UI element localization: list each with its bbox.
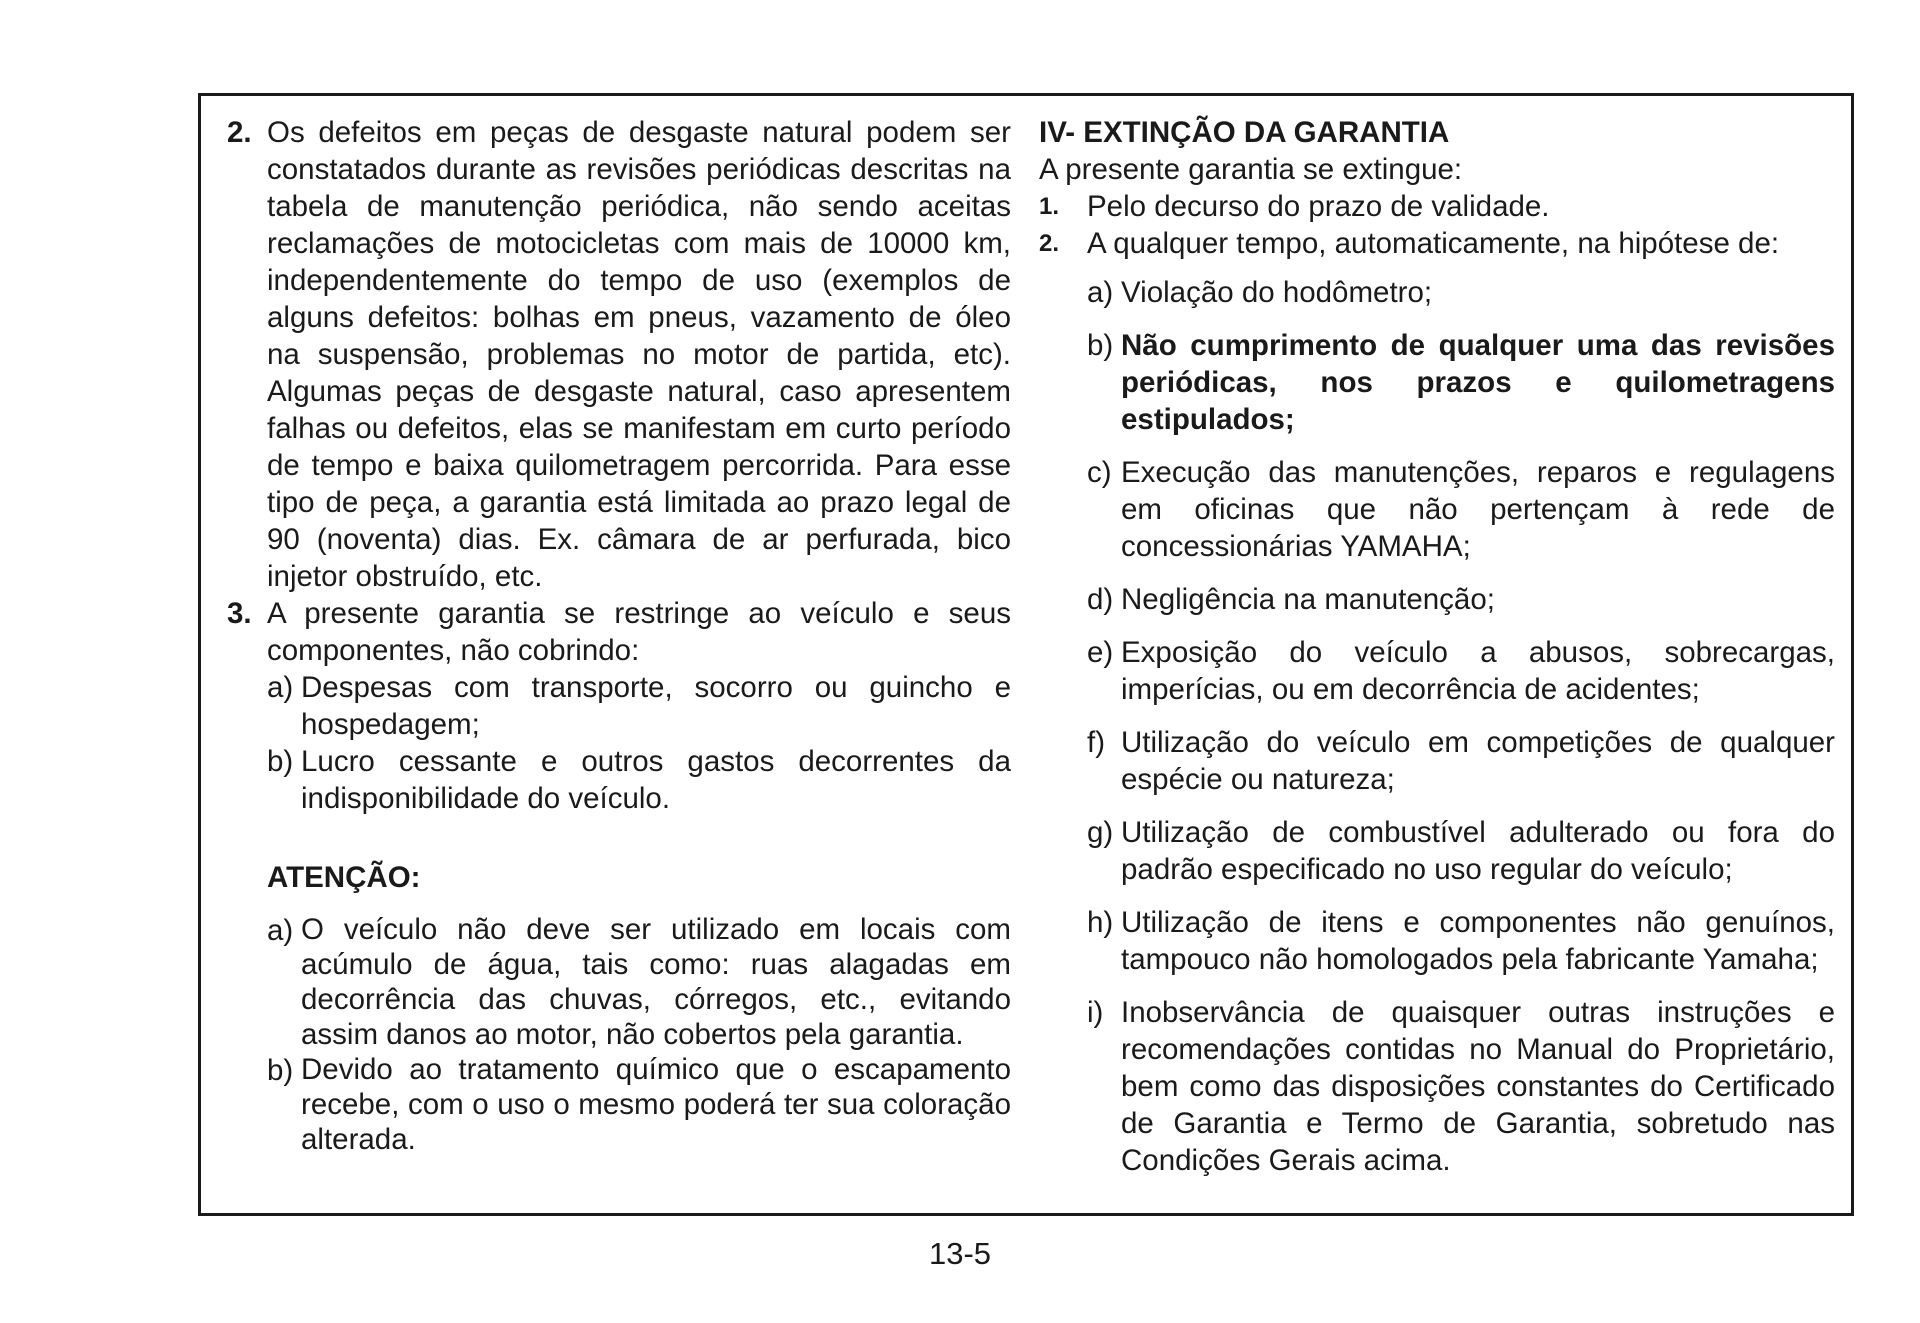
right-column — [1039, 114, 1835, 1179]
attention-heading: ATENÇÃO: — [267, 861, 421, 894]
subitem-text: Exposição do veículo a abusos, sobrecargas, imperícias, ou em decorrência de acidentes; — [1121, 636, 1835, 706]
attention-item-a-water — [267, 912, 1011, 1052]
subitem-text: Execução das manutenções, reparos e regulagens em oficinas que não pertençam à rede de concessionárias YAMAHA; — [1121, 456, 1835, 563]
subitem-text: Utilização do veículo em competições de qualquer espécie ou natureza; — [1121, 726, 1835, 796]
item-number: 3. — [227, 597, 252, 630]
subitem-text: Devido ao tratamento químico que o escapamento recebe, com o uso o mesmo poderá ter sua coloração alterada. — [301, 1053, 1011, 1156]
subitem-h-non-genuine — [1087, 904, 1835, 978]
item-text: A presente garantia se restringe ao veículo e seus componentes, não cobrindo: — [267, 597, 1011, 667]
subitem-letter: g) — [1087, 816, 1114, 849]
section-heading: IV- EXTINÇÃO DA GARANTIA — [1039, 116, 1450, 149]
subitem-b-revisions — [1087, 327, 1835, 438]
subitem-i-instructions — [1087, 994, 1835, 1179]
item-text: Pelo decurso do prazo de validade. — [1087, 190, 1550, 223]
subitem-text: Violação do hodômetro; — [1121, 276, 1433, 309]
subitem-text: Lucro cessante e outros gastos decorrentes da indisponibilidade do veículo. — [301, 745, 1011, 815]
subitem-text: O veículo não deve ser utilizado em locais com acúmulo de água, tais como: ruas alagadas em decorrência das chuvas, córregos, etc., evitando assim danos ao motor, não cobertos pela garantia. — [301, 913, 1011, 1051]
item-text: A qualquer tempo, automaticamente, na hipótese de: — [1087, 227, 1780, 260]
page-frame — [198, 93, 1854, 1216]
subitem-a-odometer — [1087, 274, 1835, 311]
subitem-g-fuel — [1087, 814, 1835, 888]
left-column — [227, 114, 1011, 1157]
attention-list — [227, 912, 1011, 1157]
subitem-text: Utilização de itens e componentes não genuínos, tampouco não homologados pela fabricante Yamaha; — [1121, 906, 1835, 976]
subitem-text: Despesas com transporte, socorro ou guincho e hospedagem; — [301, 671, 1011, 741]
subitem-letter: b) — [267, 1054, 294, 1087]
item-3-coverage-restriction — [227, 595, 1011, 817]
subitem-b-lost-profit — [267, 743, 1011, 817]
item-number: 2. — [1039, 230, 1060, 257]
item-number: 2. — [227, 116, 252, 149]
subitem-letter: b) — [1087, 329, 1114, 362]
subitem-letter: h) — [1087, 906, 1114, 939]
subitem-c-workshops — [1087, 454, 1835, 565]
subitem-letter: b) — [267, 745, 294, 778]
item-number: 1. — [1039, 193, 1060, 220]
item-text: Os defeitos em peças de desgaste natural podem ser constatados durante as revisões periódicas descritas na tabela de manutenção periódica, não sendo aceitas reclamações de motocicletas com mais de 10000 km, independentemente do tempo de uso (exemplos de alguns defeitos: bolhas em pneus, vazamento de óleo na suspensão, problemas no motor de partida, etc). Algumas peças de desgaste natural, caso apresentem falhas ou defeitos, elas se manifestam em curto período de tempo e baixa quilometragem percorrida. Para esse tipo de peça, a garantia está limitada ao prazo legal de 90 (noventa) dias. Ex. câmara de ar perfurada, bico injetor obstruído, etc. — [267, 116, 1011, 593]
subitem-f-competitions — [1087, 724, 1835, 798]
attention-item-b-exhaust — [267, 1052, 1011, 1157]
section-intro: A presente garantia se extingue: — [1039, 153, 1463, 186]
subitem-letter: a) — [267, 671, 294, 704]
page-number: 13-5 — [928, 1236, 992, 1271]
subitem-letter: a) — [267, 914, 294, 947]
subitem-e-abuse — [1087, 634, 1835, 708]
subitem-text: Inobservância de quaisquer outras instruções e recomendações contidas no Manual do Proprietário, bem como das disposições constantes do Certificado de Garantia e Termo de Garantia, sobretudo nas Condições Gerais acima. — [1121, 996, 1835, 1177]
subitem-d-negligence — [1087, 581, 1835, 618]
subitem-letter: f) — [1087, 726, 1106, 759]
subitem-letter: c) — [1087, 456, 1112, 489]
subitem-letter: i) — [1087, 996, 1104, 1029]
extinction-subitems — [1039, 274, 1835, 1179]
subitem-text: Negligência na manutenção; — [1121, 583, 1495, 616]
item-2-wear-parts — [227, 114, 1011, 595]
subitem-letter: a) — [1087, 276, 1114, 309]
extinction-item-1 — [1039, 188, 1835, 225]
subitem-text: Utilização de combustível adulterado ou fora do padrão especificado no uso regular do veículo; — [1121, 816, 1835, 886]
subitem-letter: e) — [1087, 636, 1114, 669]
extinction-item-2 — [1039, 225, 1835, 262]
subitem-a-transport — [267, 669, 1011, 743]
subitem-letter: d) — [1087, 583, 1114, 616]
subitem-text: Não cumprimento de qualquer uma das revisões periódicas, nos prazos e quilometragens estipulados; — [1121, 329, 1835, 436]
